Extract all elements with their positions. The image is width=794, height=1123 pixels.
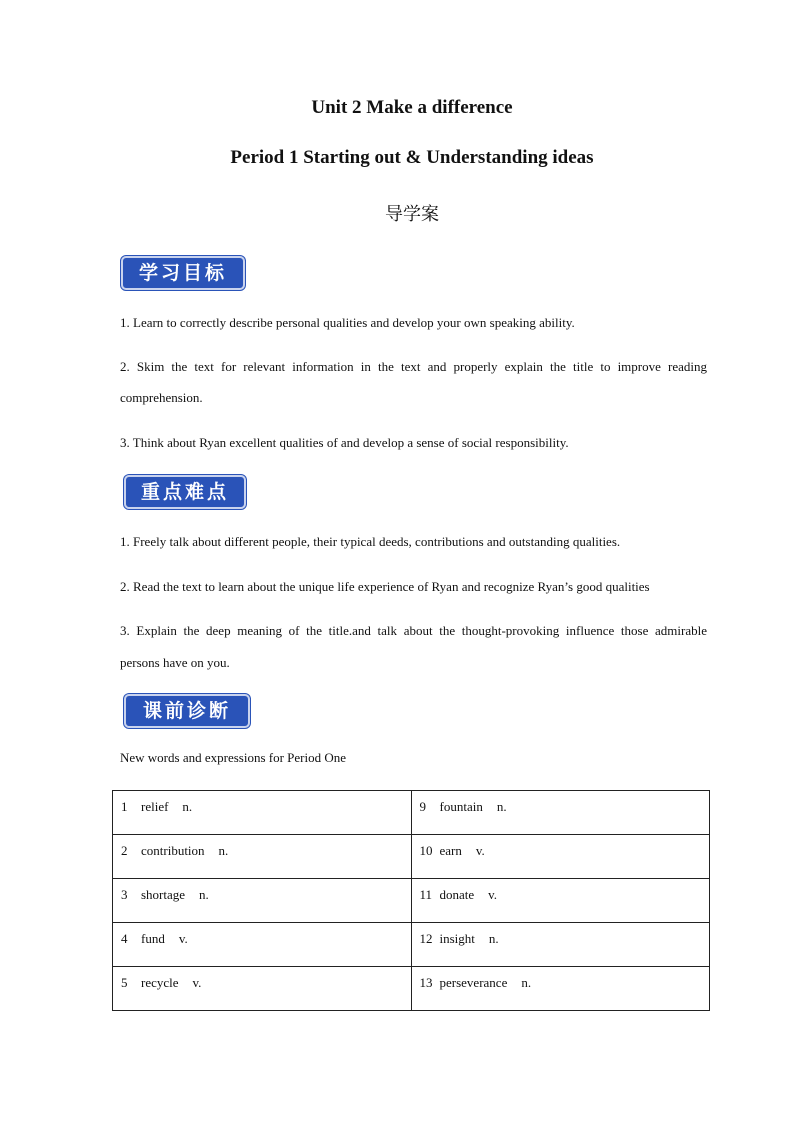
vocab-part-of-speech: v. [488, 887, 498, 902]
vocab-intro: New words and expressions for Period One [120, 750, 347, 765]
vocab-number: 12 [419, 931, 433, 946]
vocab-cell [411, 791, 710, 835]
vocab-word: fountain [439, 799, 483, 814]
objectives-badge: 学习目标 [121, 256, 245, 290]
vocab-part-of-speech: n. [182, 799, 193, 814]
key-points-badge: 重点难点 [124, 475, 246, 509]
vocab-number: 13 [419, 975, 433, 990]
key-point-item-3: 3. Explain the deep meaning of the title.and talk about the thought-provoking influence those admirable [120, 623, 707, 638]
period-title: Period 1 Starting out & Understanding ideas [230, 147, 594, 168]
diagnosis-badge: 课前诊断 [124, 694, 250, 728]
vocab-word: relief [141, 799, 169, 814]
vocab-part-of-speech: v. [475, 843, 485, 858]
table-row [113, 967, 710, 1011]
unit-title: Unit 2 Make a difference [311, 97, 513, 118]
vocab-cell [411, 835, 710, 879]
vocab-word: donate [439, 887, 475, 902]
objective-item-2-cont: comprehension. [120, 390, 203, 405]
vocab-cell [113, 967, 412, 1011]
vocab-word: fund [141, 931, 165, 946]
key-point-item-3-cont: persons have on you. [120, 655, 230, 670]
table-row [113, 791, 710, 835]
vocab-word: recycle [141, 975, 179, 990]
vocab-word: shortage [141, 887, 186, 902]
doc-type-title: 导学案 [385, 204, 439, 225]
vocab-number: 11 [419, 887, 433, 902]
vocab-number: 5 [121, 975, 128, 990]
objective-item-3: 3. Think about Ryan excellent qualities of and develop a sense of social responsibility. [120, 435, 569, 450]
vocab-cell [113, 835, 412, 879]
vocab-part-of-speech: n. [199, 887, 209, 902]
vocab-word: contribution [141, 843, 205, 858]
vocab-number: 9 [419, 799, 426, 814]
vocab-part-of-speech: v. [192, 975, 202, 990]
table-row [113, 835, 710, 879]
key-point-item-2: 2. Read the text to learn about the unique life experience of Ryan and recognize Ryan’s good qualities [120, 579, 650, 594]
vocab-part-of-speech: n. [218, 843, 229, 858]
vocab-cell [411, 923, 710, 967]
vocab-word: insight [439, 931, 475, 946]
vocab-table [112, 790, 710, 1011]
vocab-number: 3 [121, 887, 128, 902]
vocab-number: 1 [121, 799, 128, 814]
vocab-part-of-speech: n. [521, 975, 532, 990]
vocab-number: 2 [121, 843, 128, 858]
vocab-cell [411, 967, 710, 1011]
vocab-cell [113, 879, 412, 923]
table-row [113, 879, 710, 923]
vocab-cell [411, 879, 710, 923]
vocab-part-of-speech: n. [488, 931, 499, 946]
objective-item-1: 1. Learn to correctly describe personal qualities and develop your own speaking ability. [120, 315, 575, 330]
vocab-part-of-speech: n. [496, 799, 507, 814]
vocab-number: 10 [419, 843, 433, 858]
table-row [113, 923, 710, 967]
key-point-item-1: 1. Freely talk about different people, their typical deeds, contributions and outstanding qualities. [120, 534, 621, 549]
vocab-part-of-speech: v. [178, 931, 188, 946]
vocab-cell [113, 923, 412, 967]
vocab-word: earn [439, 843, 462, 858]
objective-item-2: 2. Skim the text for relevant information in the text and properly explain the title to improve reading [120, 359, 707, 374]
vocab-cell [113, 791, 412, 835]
vocab-word: perseverance [439, 975, 508, 990]
vocab-number: 4 [121, 931, 128, 946]
